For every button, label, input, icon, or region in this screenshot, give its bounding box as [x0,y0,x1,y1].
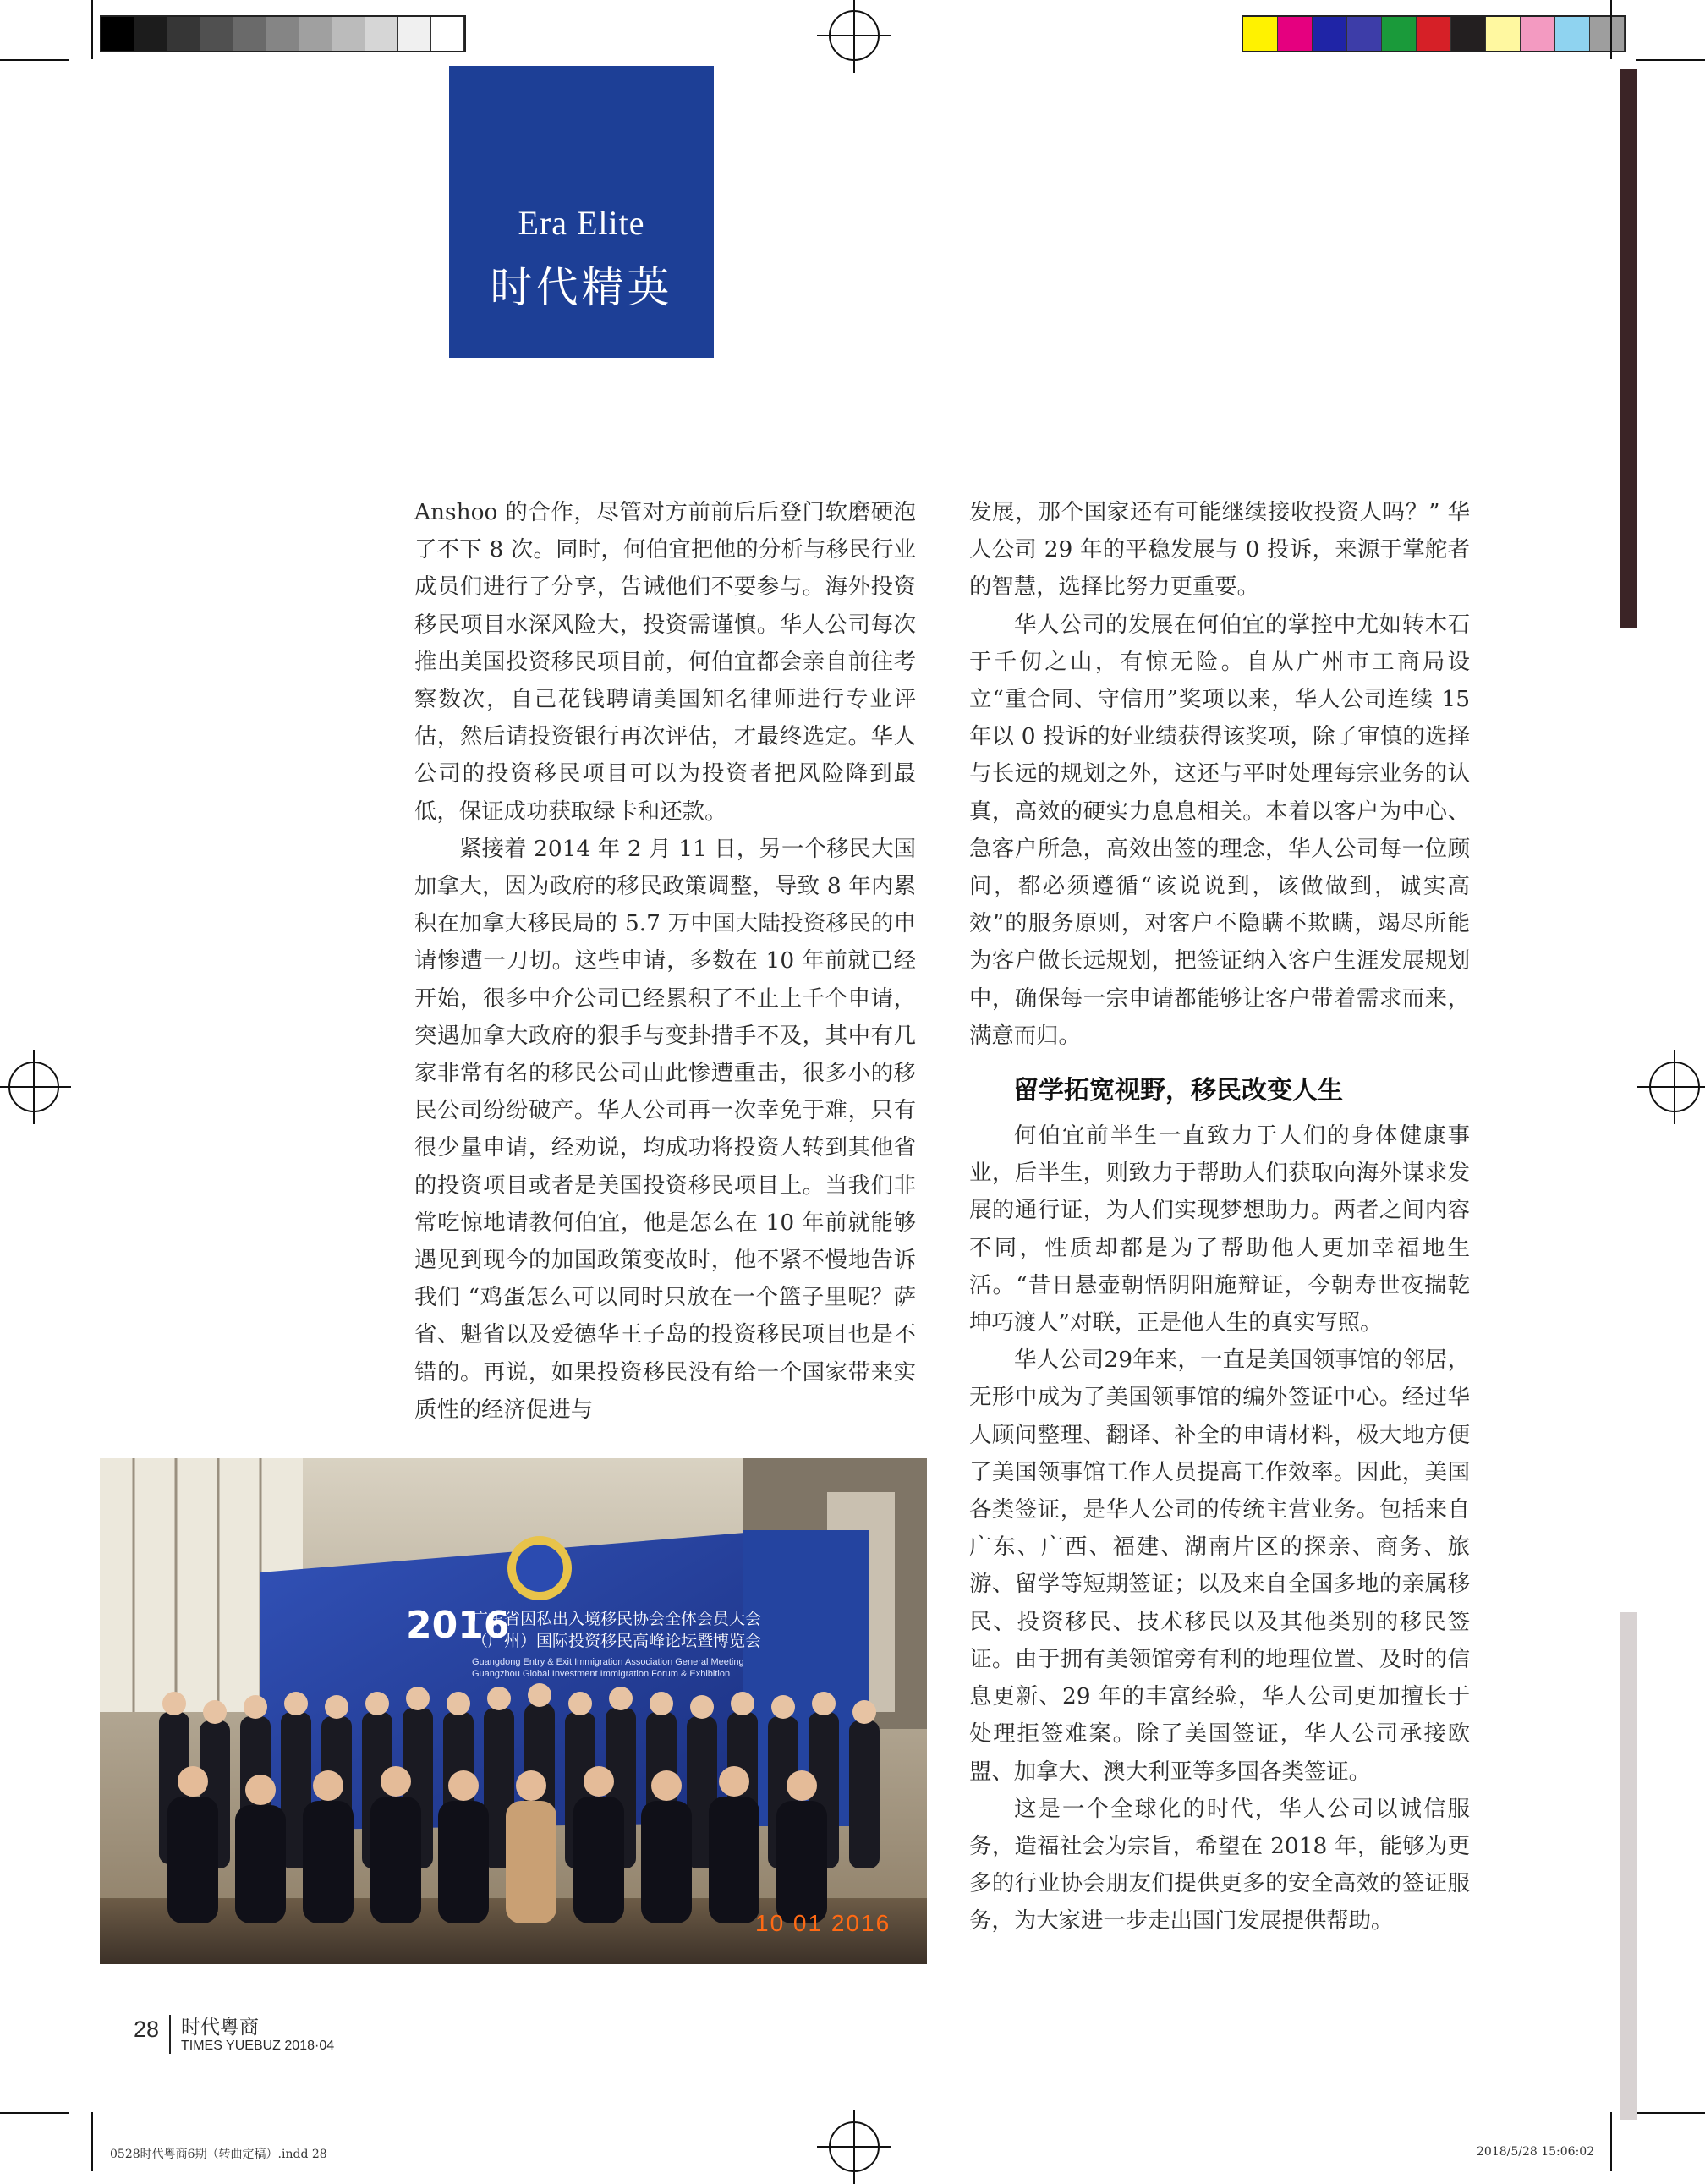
gray-swatch [134,17,167,51]
crop-mark [1636,59,1705,61]
color-swatch [1313,17,1347,51]
banner-subtitle-line1: Guangdong Entry & Exit Immigration Association General Meeting [472,1657,744,1667]
color-swatch [1417,17,1451,51]
registration-mark-right [1649,1062,1700,1112]
gray-swatch [431,17,464,51]
registration-mark-left [8,1062,59,1112]
banner-year: 2016 [406,1604,510,1647]
section-title-en: Era Elite [518,204,645,242]
group-photo-illustration [100,1458,927,1964]
page-edge-strip [1620,1612,1637,2120]
print-slug-timestamp: 2018/5/28 15:06:02 [1477,2145,1595,2159]
article-column-right [969,494,1470,1940]
banner-title-line1: 广东省因私出入境移民协会全体会员大会 [472,1610,762,1628]
paragraph: Anshoo 的合作，尽管对方前前后后登门软磨硬泡了不下 8 次。同时，何伯宜把他的分析与移民行业成员们进行了分享，告诫他们不要参与。海外投资移民项目水深风险大，投资需谨慎。华人公司每次推出美国投资移民项目前，何伯宜都会亲自前往考察数次，自己花钱聘请美国知名律师进行专业评估，然后请投资银行再次评估，才最终选定。华人公司的投资移民项目可以为投资者把风险降到最低，保证成功获取绿卡和还款。 [414,499,916,825]
gray-swatch [398,17,431,51]
color-swatch [1486,17,1521,51]
gray-swatch [167,17,200,51]
page-number: 28 [134,2017,160,2042]
crop-mark [0,2112,69,2114]
color-swatch [1278,17,1313,51]
gray-swatch [200,17,233,51]
paragraph: 何伯宜前半生一直致力于人们的身体健康事业，后半生，则致力于帮助人们获取向海外谋求发展的通行证，为人们实现梦想助力。两者之间内容不同，性质却都是为了帮助他人更加幸福地生活。“昔日悬壶朝悟阴阳施辩证，今朝寿世夜揣乾坤巧渡人”对联，正是他人生的真实写照。 [969,1122,1470,1336]
color-swatch [1451,17,1486,51]
gray-swatch [299,17,332,51]
color-calibration-bar [1242,15,1626,52]
group-photo [100,1458,927,1964]
color-swatch [1521,17,1555,51]
article-column-left [414,494,916,1429]
gray-swatch [101,17,134,51]
banner-subtitle-line2: Guangzhou Global Investment Immigration Forum & Exhibition [472,1669,731,1679]
registration-mark-top [829,10,880,61]
photo-date-stamp: 10 01 2016 [755,1910,891,1936]
color-swatch [1382,17,1417,51]
section-title-cn: 时代精英 [490,263,673,312]
crop-mark [1636,2112,1705,2114]
paragraph: 华人公司29年来，一直是美国领事馆的邻居，无形中成为了美国领事馆的编外签证中心。经过华人顾问整理、翻译、补全的申请材料，极大地方便了美国领事馆工作人员提高工作效率。因此，美国各类签证，是华人公司的传统主营业务。包括来自广东、广西、福建、湖南片区的探亲、商务、旅游、留学等短期签证；以及来自全国多地的亲属移民、投资移民、技术移民以及其他类别的移民签证。由于拥有美领馆旁有利的地理位置、及时的信息更新、29 年的丰富经验，华人公司更加擅长于处理拒签难案。除了美国签证，华人公司承接欧盟、加拿大、澳大利亚等多国各类签证。 [969,1347,1470,1785]
grayscale-calibration-bar [100,15,466,52]
crop-mark [1610,0,1612,59]
paragraph: 华人公司的发展在何伯宜的掌控中尤如转木石于千仞之山，有惊无险。自从广州市工商局设立“重合同、守信用”奖项以来，华人公司连续 15 年以 0 投诉的好业绩获得该奖项，除了审慎的选择与长远的规划之外，这还与平时处理每宗业务的认真，高效的硬实力息息相关。本着以客户为中心、急客户所急，高效出签的理念，华人公司每一位顾问，都必须遵循“该说说到，该做做到，诚实高效”的服务原则，对客户不隐瞒不欺瞒，竭尽所能为客户做长远规划，把签证纳入客户生涯发展规划中，确保每一宗申请都能够让客户带着需求而来，满意而归。 [969,611,1470,1049]
color-swatch [1590,17,1625,51]
footer-divider [169,2015,171,2054]
print-slug-file: 0528时代粤商6期（转曲定稿）.indd 28 [110,2148,327,2161]
color-swatch [1555,17,1590,51]
crop-mark [91,0,93,59]
banner-title-line2: （广州）国际投资移民高峰论坛暨博览会 [472,1632,762,1650]
magazine-title: 时代粤商 [181,2017,259,2039]
gray-swatch [266,17,299,51]
color-swatch [1243,17,1278,51]
color-swatch [1347,17,1382,51]
gray-swatch [365,17,398,51]
section-subheading: 留学拓宽视野，移民改变人生 [1013,1076,1343,1106]
paragraph: 这是一个全球化的时代，华人公司以诚信服务，造福社会为宗旨，希望在 2018 年，能够为更多的行业协会朋友们提供更多的安全高效的签证服务，为大家进一步走出国门发展提供帮助。 [969,1795,1470,1934]
paragraph: 发展，那个国家还有可能继续接收投资人吗？” 华人公司 29 年的平稳发展与 0 投诉，来源于掌舵者的智慧，选择比努力更重要。 [969,499,1470,601]
gray-swatch [332,17,365,51]
page-edge-strip [1620,69,1637,628]
registration-mark-bottom [829,2121,880,2172]
section-badge [449,66,714,358]
gray-swatch [233,17,266,51]
crop-mark [91,2112,93,2171]
crop-mark [0,59,69,61]
crop-mark [1610,2112,1612,2171]
magazine-issue: TIMES YUEBUZ 2018·04 [181,2039,335,2053]
paragraph: 紧接着 2014 年 2 月 11 日，另一个移民大国加拿大，因为政府的移民政策调整，导致 8 年内累积在加拿大移民局的 5.7 万中国大陆投资移民的申请惨遭一刀切。这些申请，多数在 10 年前就已经开始，很多中介公司已经累积了不止上千个申请，突遇加拿大政府的狠手与变卦措手不及，其中有几家非常有名的移民公司由此惨遭重击，很多小的移民公司纷纷破产。华人公司再一次幸免于难，只有很少量申请，经劝说，均成功将投资人转到其他省的投资项目或者是美国投资移民项目上。当我们非常吃惊地请教何伯宜，他是怎么在 10 年前就能够遇见到现今的加国政策变故时，他不紧不慢地告诉我们 “鸡蛋怎么可以同时只放在一个篮子里呢？萨省、魁省以及爱德华王子岛的投资移民项目也是不错的。再说，如果投资移民没有给一个国家带来实质性的经济促进与 [414,835,916,1423]
